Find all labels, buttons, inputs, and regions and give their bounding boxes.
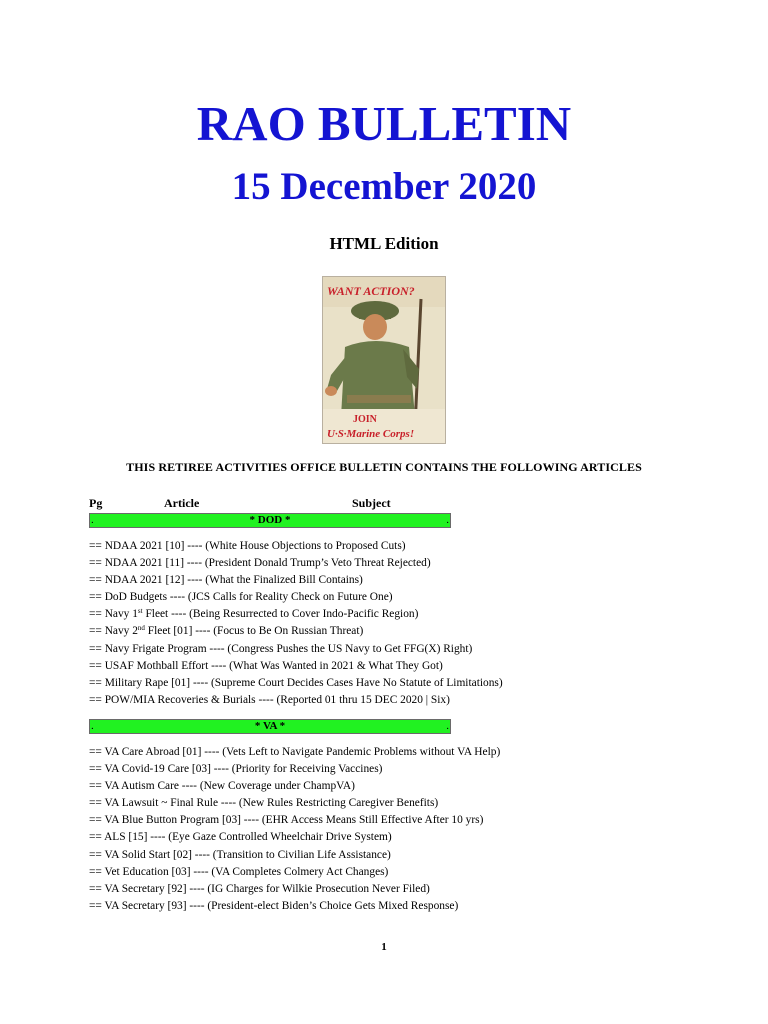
article-item[interactable]: == USAF Mothball Effort ---- (What Was Wanted in 2021 & What They Got) <box>89 659 443 672</box>
column-header-pg: Pg <box>89 496 103 510</box>
bulletin-date: 15 December 2020 <box>231 165 537 208</box>
section-label-dod: * DOD * <box>249 514 291 526</box>
poster-join-text: JOIN <box>353 414 377 425</box>
article-item[interactable]: == VA Secretary [93] ---- (President-elect Biden’s Choice Gets Mixed Response) <box>89 899 459 912</box>
poster-top-text: WANT ACTION? <box>327 284 415 298</box>
article-item[interactable]: == VA Blue Button Program [03] ---- (EHR Access Means Still Effective After 10 yrs) <box>89 814 484 827</box>
article-item[interactable]: == Navy 1st Fleet ---- (Being Resurrected to Cover Indo-Pacific Region) <box>89 607 419 621</box>
article-item[interactable]: == POW/MIA Recoveries & Burials ---- (Reported 01 thru 15 DEC 2020 | Six) <box>89 693 450 706</box>
article-item[interactable]: == NDAA 2021 [12] ---- (What the Finalized Bill Contains) <box>89 574 363 587</box>
article-list-dod <box>89 538 689 709</box>
section-bar-dod <box>89 513 451 528</box>
article-item[interactable]: == VA Care Abroad [01] ---- (Vets Left to Navigate Pandemic Problems without VA Help) <box>89 746 501 758</box>
article-item[interactable]: == VA Covid-19 Care [03] ---- (Priority for Receiving Vaccines) <box>89 763 383 776</box>
bar-dot-right: . <box>446 514 449 526</box>
article-item[interactable]: == VA Autism Care ---- (New Coverage under ChampVA) <box>89 780 355 793</box>
article-item[interactable]: == Navy 2nd Fleet [01] ---- (Focus to Be On Russian Threat) <box>89 624 364 638</box>
edition-label: HTML Edition <box>329 234 439 253</box>
bar-dot-left: . <box>91 720 94 732</box>
bar-dot-right: . <box>446 720 449 732</box>
bulletin-title: RAO BULLETIN <box>196 96 572 151</box>
column-header-article: Article <box>164 496 200 510</box>
article-item[interactable]: == VA Lawsuit ~ Final Rule ---- (New Rules Restricting Caregiver Benefits) <box>89 797 439 810</box>
article-item[interactable]: == Vet Education [03] ---- (VA Completes Colmery Act Changes) <box>89 865 389 878</box>
article-item[interactable]: == DoD Budgets ---- (JCS Calls for Reality Check on Future One) <box>89 591 393 604</box>
article-item[interactable]: == NDAA 2021 [10] ---- (White House Objections to Proposed Cuts) <box>89 540 406 552</box>
article-item[interactable]: == VA Solid Start [02] ---- (Transition to Civilian Life Assistance) <box>89 848 391 861</box>
article-item[interactable]: == Military Rape [01] ---- (Supreme Court Decides Cases Have No Statute of Limitations) <box>89 676 503 689</box>
bar-dot-left: . <box>91 514 94 526</box>
poster-usmc-text: U·S·Marine Corps! <box>327 428 415 440</box>
article-item[interactable]: == ALS [15] ---- (Eye Gaze Controlled Wheelchair Drive System) <box>89 831 392 844</box>
page-number: 1 <box>381 941 387 953</box>
article-item[interactable]: == NDAA 2021 [11] ---- (President Donald Trump’s Veto Threat Rejected) <box>89 557 431 570</box>
section-label-va: * VA * <box>254 720 286 732</box>
article-item[interactable]: == VA Secretary [92] ---- (IG Charges for Wilkie Prosecution Never Filed) <box>89 882 430 895</box>
marine-recruiting-poster-image <box>322 276 446 444</box>
intro-heading: THIS RETIREE ACTIVITIES OFFICE BULLETIN CONTAINS THE FOLLOWING ARTICLES <box>126 460 642 474</box>
article-item[interactable]: == Navy Frigate Program ---- (Congress Pushes the US Navy to Get FFG(X) Right) <box>89 642 473 655</box>
article-list-va <box>89 744 689 915</box>
section-bar-va <box>89 719 451 734</box>
column-header-subject: Subject <box>352 496 391 510</box>
